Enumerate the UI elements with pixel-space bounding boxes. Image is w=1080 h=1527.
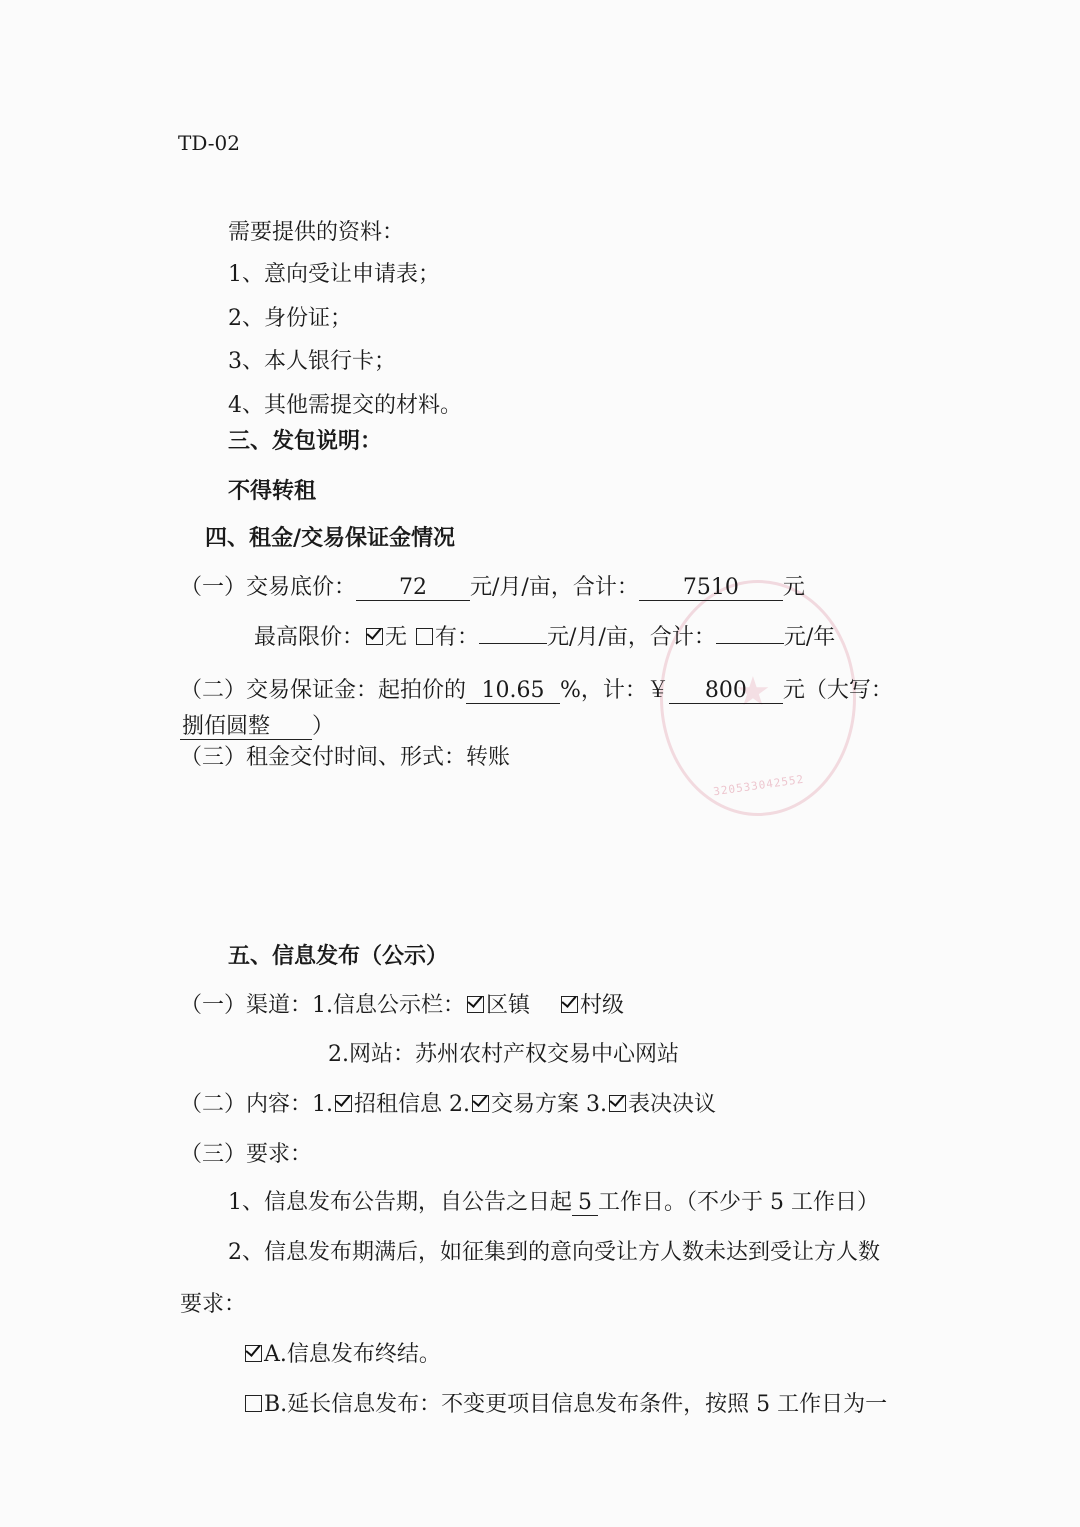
channel-village-checkbox[interactable]	[561, 996, 578, 1013]
seal-code: 320533042552	[712, 772, 805, 799]
section5-title: 五、信息发布（公示）	[228, 943, 449, 969]
reserve-total-value: 7510	[639, 576, 783, 601]
requirement-2-cont: 要求：	[180, 1292, 247, 1317]
reserve-price-value: 72	[356, 576, 470, 601]
deposit-amount: 800	[669, 679, 783, 704]
option-b-line: B.延长信息发布：不变更项目信息发布条件，按照 5 工作日为一	[243, 1392, 887, 1418]
content-resolution-checkbox[interactable]	[609, 1095, 626, 1112]
materials-item: 4、其他需提交的材料。	[228, 393, 462, 418]
requirement-2: 2、信息发布期满后，如征集到的意向受让方人数未达到受让方人数	[228, 1240, 880, 1265]
deposit-words: 捌佰圆整	[180, 715, 312, 740]
channel-line: （一）渠道：1.信息公示栏： 区镇 村级	[180, 993, 625, 1018]
website-line: 2.网站：苏州农村产权交易中心网站	[328, 1042, 679, 1067]
option-a-checkbox[interactable]	[245, 1345, 262, 1362]
option-b-checkbox[interactable]	[245, 1395, 262, 1412]
requirement-1: 1、信息发布公告期，自公告之日起 5 工作日。（不少于 5 工作日）	[228, 1190, 879, 1215]
materials-heading: 需要提供的资料：	[228, 220, 405, 245]
content-lease-info-checkbox[interactable]	[335, 1095, 352, 1112]
option-a-line: A.信息发布终结。	[243, 1342, 441, 1368]
content-line: （二）内容：1. 招租信息 2. 交易方案 3. 表决决议	[180, 1092, 716, 1117]
content-plan-checkbox[interactable]	[472, 1095, 489, 1112]
deposit-line: （二）交易保证金：起拍价的 10.65 %，计：￥ 800 元（大写：	[180, 678, 893, 703]
publication-days: 5	[572, 1191, 598, 1216]
section4-title: 四、租金/交易保证金情况	[205, 525, 456, 551]
section3-body: 不得转租	[228, 478, 317, 504]
requirements-label: （三）要求：	[180, 1142, 313, 1167]
doc-id: TD-02	[178, 131, 240, 155]
ceiling-total-blank	[716, 643, 784, 644]
materials-item: 3、本人银行卡；	[228, 349, 396, 374]
materials-item: 2、身份证；	[228, 306, 352, 331]
ceiling-none-checkbox[interactable]	[366, 628, 383, 645]
seal-star-icon: ★	[735, 669, 771, 715]
section3-title: 三、发包说明：	[228, 428, 383, 454]
ceiling-has-checkbox[interactable]	[416, 628, 433, 645]
deposit-percent: 10.65	[466, 679, 560, 704]
ceiling-price-blank	[479, 643, 547, 644]
payment-line: （三）租金交付时间、形式：转账	[180, 745, 511, 770]
materials-item: 1、意向受让申请表；	[228, 262, 440, 287]
ceiling-price-line: 最高限价： 无 有： 元/月/亩，合计： 元/年	[254, 625, 836, 650]
reserve-price-line: （一）交易底价： 72 元/月/亩，合计： 7510 元	[180, 575, 805, 600]
deposit-words-line: 捌佰圆整 ）	[182, 714, 335, 739]
channel-district-checkbox[interactable]	[467, 996, 484, 1013]
